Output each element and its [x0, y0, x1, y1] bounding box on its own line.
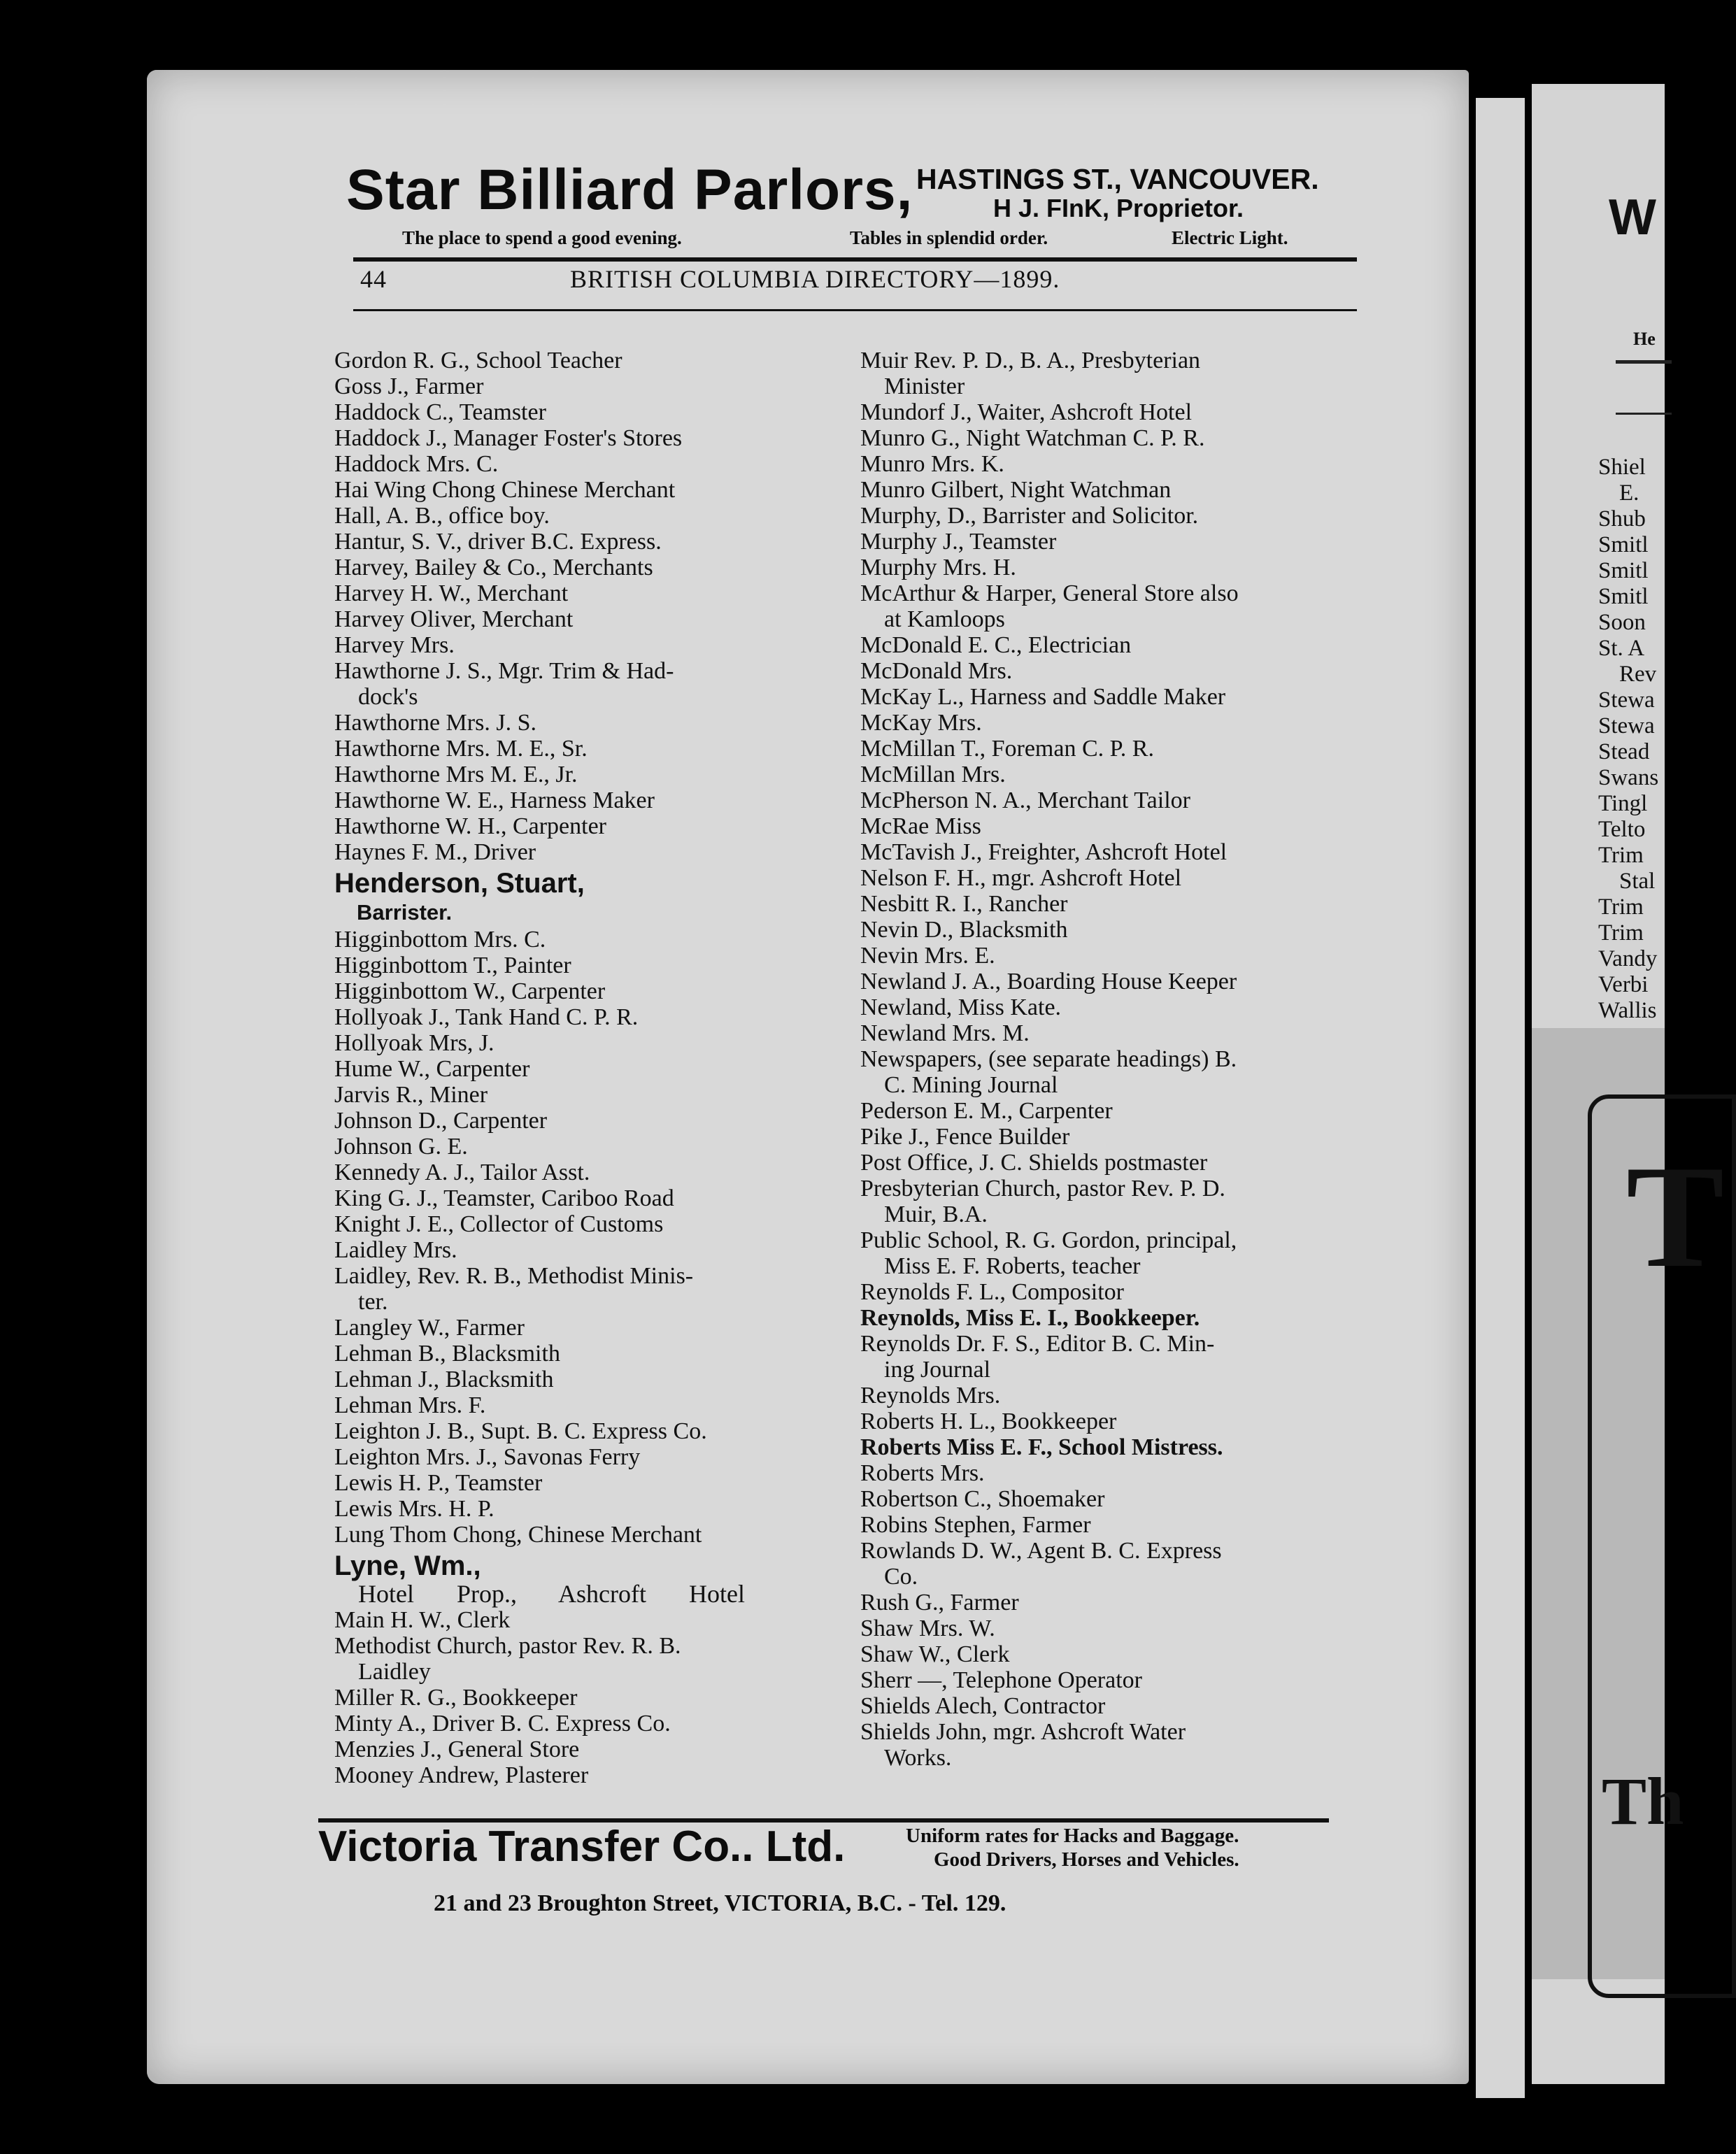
featured-entry-name: Henderson, Stuart, — [334, 868, 585, 899]
directory-entry: Lewis Mrs. H. P. — [334, 1496, 495, 1522]
directory-entry: Hall, A. B., office boy. — [334, 503, 550, 529]
adjacent-page-entry: Tingl — [1598, 791, 1648, 816]
directory-entry: Newland, Miss Kate. — [860, 994, 1062, 1020]
adjacent-page-entry: St. A — [1598, 636, 1645, 661]
directory-entry: Public School, R. G. Gordon, principal, — [860, 1227, 1237, 1253]
directory-entry: Nevin Mrs. E. — [860, 943, 995, 969]
directory-entry: McDonald Mrs. — [860, 658, 1013, 684]
directory-entry: Lung Thom Chong, Chinese Merchant — [334, 1522, 702, 1548]
adjacent-page-rule — [1616, 413, 1672, 415]
directory-entry: Murphy J., Teamster — [860, 529, 1057, 555]
adjacent-page-entry: Smitl — [1598, 584, 1649, 609]
ad-address: HASTINGS ST., VANCOUVER. — [916, 163, 1319, 195]
directory-entry-continuation: Laidley — [358, 1659, 431, 1685]
directory-entry: Knight J. E., Collector of Customs — [334, 1211, 664, 1237]
directory-entry-continuation: ing Journal — [884, 1357, 991, 1383]
directory-entry: Lewis H. P., Teamster — [334, 1470, 543, 1496]
directory-entry: Robertson C., Shoemaker — [860, 1486, 1105, 1512]
directory-entry: Shields John, mgr. Ashcroft Water — [860, 1719, 1186, 1745]
adjacent-page-entry: Trim — [1598, 843, 1644, 868]
page-number: 44 — [360, 265, 387, 293]
adjacent-page-entry: Rev — [1619, 662, 1657, 687]
running-title: BRITISH COLUMBIA DIRECTORY—1899. — [570, 265, 1060, 293]
directory-entry-continuation: Muir, B.A. — [884, 1201, 988, 1227]
directory-entry: Hawthorne W. H., Carpenter — [334, 813, 607, 839]
directory-entry: Goss J., Farmer — [334, 373, 484, 399]
ad-business-name: Star Billiard Parlors, — [346, 158, 913, 222]
directory-entry: Haynes F. M., Driver — [334, 839, 536, 865]
directory-entry: Harvey Oliver, Merchant — [334, 606, 574, 632]
ad-tagline: The place to spend a good evening. — [402, 227, 682, 248]
directory-entry: Haddock Mrs. C. — [334, 451, 499, 477]
directory-entry: Presbyterian Church, pastor Rev. P. D. — [860, 1176, 1225, 1201]
adjacent-page-subheading: He — [1633, 329, 1656, 349]
adjacent-page-rule — [1616, 360, 1672, 364]
directory-entry: Hawthorne Mrs M. E., Jr. — [334, 762, 578, 787]
directory-entry: Nevin D., Blacksmith — [860, 917, 1068, 943]
directory-entry: Shaw Mrs. W. — [860, 1616, 995, 1641]
directory-entry: Reynolds Mrs. — [860, 1383, 1001, 1408]
adjacent-page-advertisement — [1532, 1028, 1725, 1979]
directory-entry: Mooney Andrew, Plasterer — [334, 1762, 589, 1788]
featured-entry-name: Lyne, Wm., — [334, 1550, 481, 1581]
ad-tagline: Tables in splendid order. — [850, 227, 1048, 248]
adjacent-page-entry: Vandy — [1598, 946, 1658, 971]
directory-entry-continuation: at Kamloops — [884, 606, 1005, 632]
adjacent-page-entry: Soon — [1598, 610, 1646, 635]
directory-entry: Muir Rev. P. D., B. A., Presbyterian — [860, 348, 1201, 373]
adjacent-page-entry: Telto — [1598, 817, 1646, 842]
directory-entry: Robins Stephen, Farmer — [860, 1512, 1091, 1538]
directory-entry: Lehman J., Blacksmith — [334, 1367, 554, 1392]
header-advertisement — [346, 157, 1374, 255]
footer-ad-line: Uniform rates for Hacks and Baggage. — [906, 1825, 1239, 1847]
directory-entry: McPherson N. A., Merchant Tailor — [860, 787, 1190, 813]
footer-ad-address: 21 and 23 Broughton Street, VICTORIA, B.C. - Tel. 129. — [434, 1890, 1006, 1916]
directory-entry: Roberts Mrs. — [860, 1460, 985, 1486]
directory-entry: Johnson G. E. — [334, 1134, 468, 1160]
featured-entry-description: Barrister. — [357, 900, 453, 925]
directory-entry: Munro Mrs. K. — [860, 451, 1004, 477]
directory-entry: Sherr —, Telephone Operator — [860, 1667, 1142, 1693]
footer-ad-business-name: Victoria Transfer Co.. Ltd. — [318, 1823, 846, 1871]
directory-entry: Harvey H. W., Merchant — [334, 580, 569, 606]
ad-tagline: Electric Light. — [1172, 227, 1288, 248]
directory-entry-continuation: Works. — [884, 1745, 952, 1771]
directory-entry: Main H. W., Clerk — [334, 1607, 511, 1633]
adjacent-page-entry: Stewa — [1598, 713, 1655, 739]
directory-entry: McRae Miss — [860, 813, 981, 839]
ad-proprietor: H J. FInK, Proprietor. — [993, 194, 1244, 222]
directory-entry: Munro G., Night Watchman C. P. R. — [860, 425, 1205, 451]
directory-entry: Higginbottom Mrs. C. — [334, 927, 546, 953]
footer-ad-line: Good Drivers, Horses and Vehicles. — [934, 1848, 1239, 1871]
directory-entry: Hantur, S. V., driver B.C. Express. — [334, 529, 662, 555]
ad-letter: T — [1626, 1136, 1725, 1298]
page-gutter — [1476, 98, 1525, 2098]
adjacent-page-entries — [1598, 455, 1658, 1024]
adjacent-page-entry: Trim — [1598, 920, 1644, 946]
directory-entry: Shaw W., Clerk — [860, 1641, 1010, 1667]
directory-entry: Rush G., Farmer — [860, 1590, 1019, 1616]
running-head-rule — [353, 309, 1357, 311]
directory-entry: Harvey, Bailey & Co., Merchants — [334, 555, 653, 580]
left-column — [334, 348, 745, 1788]
directory-entry: Hawthorne Mrs. J. S. — [334, 710, 536, 736]
adjacent-page — [1532, 84, 1725, 2084]
directory-entry: Murphy, D., Barrister and Solicitor. — [860, 503, 1199, 529]
directory-entry: Munro Gilbert, Night Watchman — [860, 477, 1172, 503]
directory-entry: Pederson E. M., Carpenter — [860, 1098, 1113, 1124]
directory-entry: Haddock J., Manager Foster's Stores — [334, 425, 683, 451]
directory-entry-continuation: Co. — [884, 1564, 918, 1590]
directory-entry: Reynolds F. L., Compositor — [860, 1279, 1124, 1305]
directory-entry: Roberts H. L., Bookkeeper — [860, 1408, 1117, 1434]
directory-entry: Higginbottom T., Painter — [334, 953, 571, 978]
directory-entry: Langley W., Farmer — [334, 1315, 525, 1341]
adjacent-page-entry: Stead — [1598, 739, 1650, 764]
directory-entry: Post Office, J. C. Shields postmaster — [860, 1150, 1208, 1176]
directory-entry: Newland Mrs. M. — [860, 1020, 1030, 1046]
adjacent-page-entry: Shiel — [1598, 455, 1646, 480]
directory-entry: Laidley, Rev. R. B., Methodist Minis- — [334, 1263, 694, 1289]
directory-entry: Leighton Mrs. J., Savonas Ferry — [334, 1444, 641, 1470]
adjacent-page-entry: E. — [1619, 480, 1639, 506]
directory-entry: Hawthorne J. S., Mgr. Trim & Had- — [334, 658, 674, 684]
adjacent-page-entry: Verbi — [1598, 972, 1649, 997]
directory-entry: Leighton J. B., Supt. B. C. Express Co. — [334, 1418, 707, 1444]
directory-entry: McKay Mrs. — [860, 710, 982, 736]
adjacent-page-entry: Smitl — [1598, 532, 1649, 557]
directory-entry: Higginbottom W., Carpenter — [334, 978, 606, 1004]
adjacent-page-entry: Trim — [1598, 894, 1644, 920]
directory-entry: Shields Alech, Contractor — [860, 1693, 1106, 1719]
directory-entry: Kennedy A. J., Tailor Asst. — [334, 1160, 590, 1185]
directory-entry: King G. J., Teamster, Cariboo Road — [334, 1185, 674, 1211]
adjacent-page-entry: Stal — [1619, 869, 1656, 894]
directory-entry: Miller R. G., Bookkeeper — [334, 1685, 578, 1711]
directory-entry-continuation: ter. — [358, 1289, 388, 1315]
directory-entry: Haddock C., Teamster — [334, 399, 546, 425]
ad-word: Th — [1602, 1764, 1684, 1839]
directory-entry: McTavish J., Freighter, Ashcroft Hotel — [860, 839, 1228, 865]
directory-entry: Nesbitt R. I., Rancher — [860, 891, 1068, 917]
directory-entry: Rowlands D. W., Agent B. C. Express — [860, 1538, 1222, 1564]
adjacent-page-entry: Swans — [1598, 765, 1659, 790]
adjacent-page-heading: W — [1609, 190, 1656, 245]
directory-entry: Lehman Mrs. F. — [334, 1392, 486, 1418]
directory-entry-continuation: Minister — [884, 373, 965, 399]
directory-entry-continuation: C. Mining Journal — [884, 1072, 1058, 1098]
directory-entry-continuation: dock's — [358, 684, 418, 710]
directory-entry: Newland J. A., Boarding House Keeper — [860, 969, 1237, 994]
directory-entry: Menzies J., General Store — [334, 1736, 580, 1762]
directory-entry: McDonald E. C., Electrician — [860, 632, 1132, 658]
directory-entry: Gordon R. G., School Teacher — [334, 348, 622, 373]
directory-entry: Murphy Mrs. H. — [860, 555, 1016, 580]
directory-entry-continuation: Miss E. F. Roberts, teacher — [884, 1253, 1141, 1279]
directory-entry: Hawthorne Mrs. M. E., Sr. — [334, 736, 588, 762]
right-column — [860, 348, 1239, 1771]
directory-entry: Hawthorne W. E., Harness Maker — [334, 787, 655, 813]
directory-entry: Methodist Church, pastor Rev. R. B. — [334, 1633, 681, 1659]
directory-entry-bold: Roberts Miss E. F., School Mistress. — [860, 1434, 1223, 1460]
adjacent-page-entry: Stewa — [1598, 687, 1655, 713]
directory-entry: McKay L., Harness and Saddle Maker — [860, 684, 1226, 710]
directory-entry: Hollyoak Mrs, J. — [334, 1030, 495, 1056]
directory-entry: McMillan Mrs. — [860, 762, 1006, 787]
directory-entry: McMillan T., Foreman C. P. R. — [860, 736, 1154, 762]
directory-entry: Minty A., Driver B. C. Express Co. — [334, 1711, 671, 1736]
directory-entry: Harvey Mrs. — [334, 632, 455, 658]
header-rule — [353, 257, 1357, 262]
directory-entry: Reynolds Dr. F. S., Editor B. C. Min- — [860, 1331, 1215, 1357]
directory-entry: McArthur & Harper, General Store also — [860, 580, 1239, 606]
directory-entry-bold: Reynolds, Miss E. I., Bookkeeper. — [860, 1305, 1200, 1331]
directory-entry: Laidley Mrs. — [334, 1237, 457, 1263]
adjacent-page-entry: Smitl — [1598, 558, 1649, 583]
footer-advertisement — [318, 1822, 1381, 1927]
directory-entry: Pike J., Fence Builder — [860, 1124, 1070, 1150]
directory-entry: Hollyoak J., Tank Hand C. P. R. — [334, 1004, 639, 1030]
adjacent-page-entry: Shub — [1598, 506, 1646, 532]
directory-entry: Johnson D., Carpenter — [334, 1108, 548, 1134]
directory-entry: Hume W., Carpenter — [334, 1056, 530, 1082]
directory-entry: Lehman B., Blacksmith — [334, 1341, 560, 1367]
directory-entry: Hai Wing Chong Chinese Merchant — [334, 477, 676, 503]
adjacent-page-entry: Wallis — [1598, 998, 1657, 1023]
directory-entry: Newspapers, (see separate headings) B. — [860, 1046, 1237, 1072]
directory-entry: Nelson F. H., mgr. Ashcroft Hotel — [860, 865, 1182, 891]
directory-entry: Jarvis R., Miner — [334, 1082, 488, 1108]
directory-entry: Mundorf J., Waiter, Ashcroft Hotel — [860, 399, 1193, 425]
featured-entry-description: Hotel Prop., Ashcroft Hotel — [358, 1580, 745, 1608]
